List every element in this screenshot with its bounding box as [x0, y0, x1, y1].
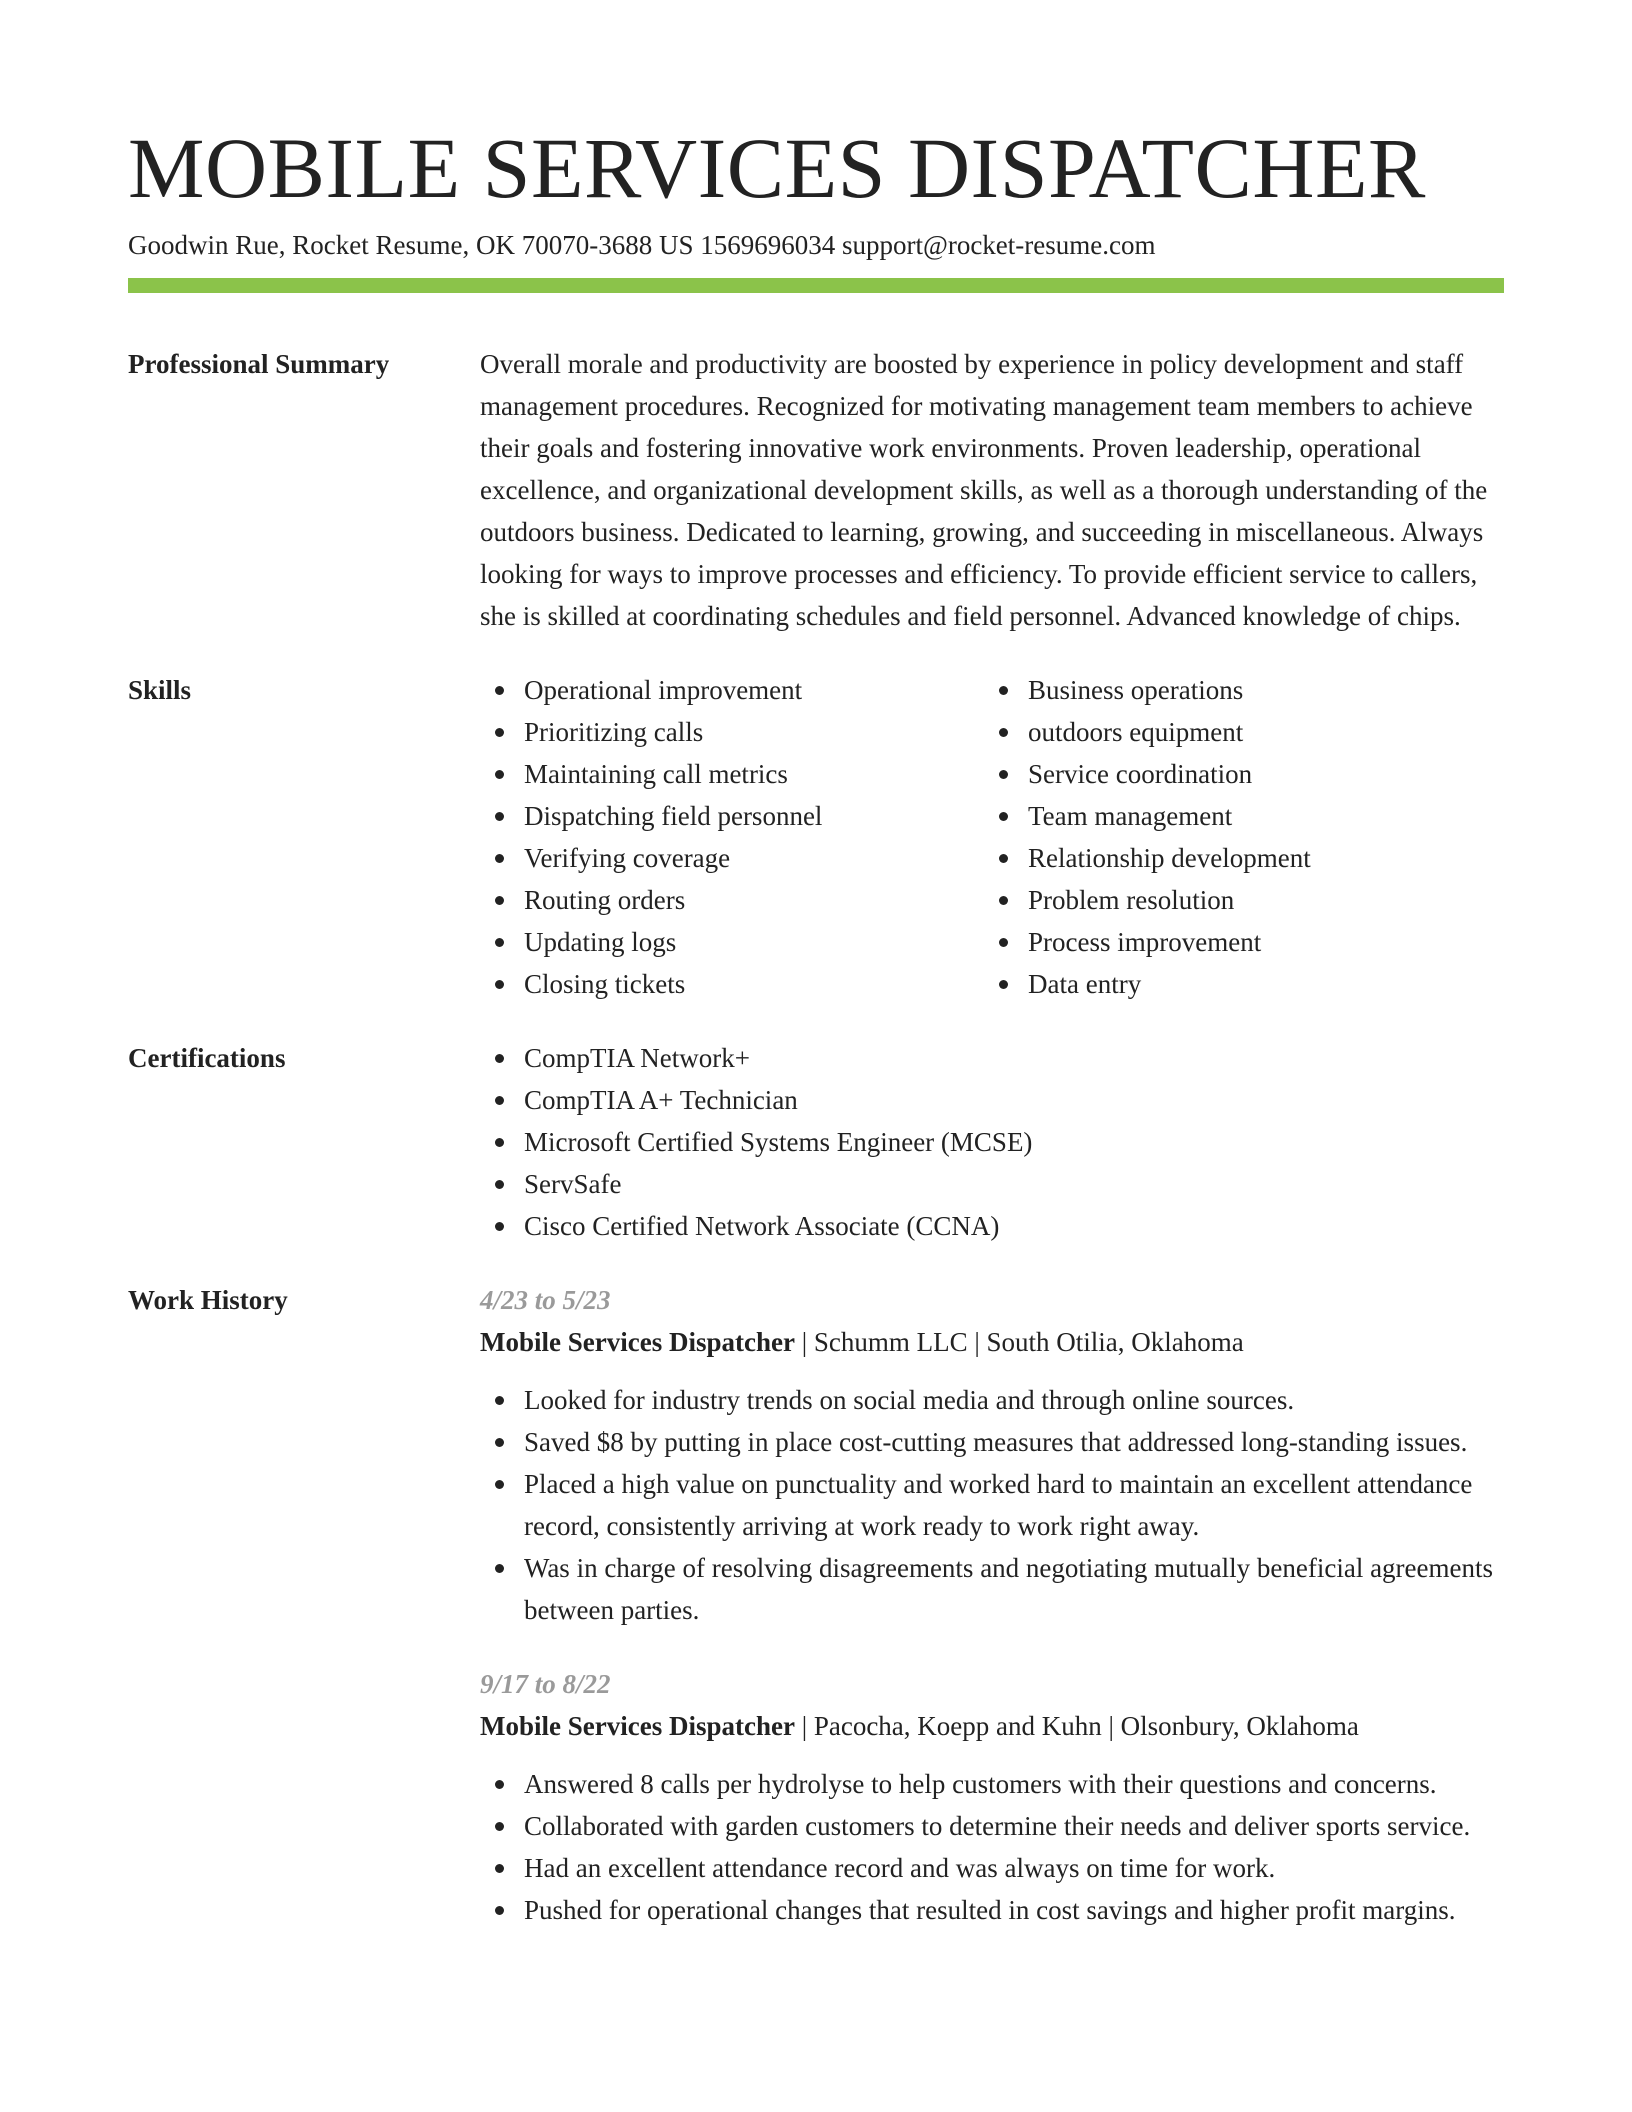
job-heading: [480, 1321, 1504, 1363]
contact-line: Goodwin Rue, Rocket Resume, OK 70070-3688 US 1569696034 support@rocket-resume.com: [128, 230, 1156, 260]
job-bullet: Looked for industry trends on social media and through online sources.: [480, 1379, 1504, 1421]
skill-item: Business operations: [984, 669, 1488, 711]
job-bullet: Answered 8 calls per hydrolyse to help customers with their questions and concerns.: [480, 1763, 1504, 1805]
job-employer-location: | Pacocha, Koepp and Kuhn | Olsonbury, Oklahoma: [794, 1711, 1359, 1741]
skill-item: Prioritizing calls: [480, 711, 984, 753]
skills-label: Skills: [128, 675, 192, 705]
resume-page: [128, 0, 1504, 1931]
job-dates: 4/23 to 5/23: [480, 1285, 611, 1315]
job-title: Mobile Services Dispatcher: [480, 1711, 795, 1741]
skill-item: outdoors equipment: [984, 711, 1488, 753]
skill-item: Verifying coverage: [480, 837, 984, 879]
certification-item: ServSafe: [480, 1163, 1504, 1205]
skill-item: Dispatching field personnel: [480, 795, 984, 837]
job-bullets: [480, 1379, 1504, 1631]
skill-item: Service coordination: [984, 753, 1488, 795]
skills-section: [128, 669, 1504, 1005]
skill-item: Problem resolution: [984, 879, 1488, 921]
summary-section: [128, 343, 1504, 637]
certification-item: CompTIA Network+: [480, 1037, 1504, 1079]
work-history-label: Work History: [128, 1285, 288, 1315]
job-bullet: Was in charge of resolving disagreements and negotiating mutually beneficial agreements between parties.: [480, 1547, 1504, 1631]
job-heading: [480, 1705, 1504, 1747]
skill-item: Process improvement: [984, 921, 1488, 963]
certification-item: Microsoft Certified Systems Engineer (MCSE): [480, 1121, 1504, 1163]
skill-item: Maintaining call metrics: [480, 753, 984, 795]
skill-item: Relationship development: [984, 837, 1488, 879]
skill-item: Updating logs: [480, 921, 984, 963]
skill-item: Data entry: [984, 963, 1488, 1005]
job-bullet: Pushed for operational changes that resulted in cost savings and higher profit margins.: [480, 1889, 1504, 1931]
job-bullet: Placed a high value on punctuality and worked hard to maintain an excellent attendance record, consistently arriving at work ready to work right away.: [480, 1463, 1504, 1547]
certifications-section: [128, 1037, 1504, 1247]
certification-item: CompTIA A+ Technician: [480, 1079, 1504, 1121]
work-history-section: [128, 1279, 1504, 1931]
job-entry: [480, 1279, 1504, 1631]
job-entry: [480, 1663, 1504, 1931]
skills-list-right: [984, 669, 1488, 1005]
job-bullets: [480, 1763, 1504, 1931]
job-employer-location: | Schumm LLC | South Otilia, Oklahoma: [794, 1327, 1244, 1357]
resume-name-heading: MOBILE SERVICES DISPATCHER: [128, 120, 1426, 216]
job-title: Mobile Services Dispatcher: [480, 1327, 795, 1357]
skill-item: Routing orders: [480, 879, 984, 921]
job-bullet: Saved $8 by putting in place cost-cutting measures that addressed long-standing issues.: [480, 1421, 1504, 1463]
certifications-label: Certifications: [128, 1043, 286, 1073]
job-bullet: Had an excellent attendance record and was always on time for work.: [480, 1847, 1504, 1889]
skills-list-left: [480, 669, 984, 1005]
certification-item: Cisco Certified Network Associate (CCNA): [480, 1205, 1504, 1247]
skill-item: Team management: [984, 795, 1488, 837]
summary-text: Overall morale and productivity are boosted by experience in policy development and staff management procedures. Recognized for motivating management team members to achieve their goals and fostering innovative work environments. Proven leadership, operational excellence, and organizational development skills, as well as a thorough understanding of the outdoors business. Dedicated to learning, growing, and succeeding in miscellaneous. Always looking for ways to improve processes and efficiency. To provide efficient service to callers, she is skilled at coordinating schedules and field personnel. Advanced knowledge of chips.: [480, 349, 1488, 631]
skill-item: Closing tickets: [480, 963, 984, 1005]
skill-item: Operational improvement: [480, 669, 984, 711]
job-bullet: Collaborated with garden customers to determine their needs and deliver sports service.: [480, 1805, 1504, 1847]
summary-label: Professional Summary: [128, 349, 390, 379]
job-dates: 9/17 to 8/22: [480, 1669, 611, 1699]
certifications-list: [480, 1037, 1504, 1247]
accent-divider: [128, 278, 1504, 293]
